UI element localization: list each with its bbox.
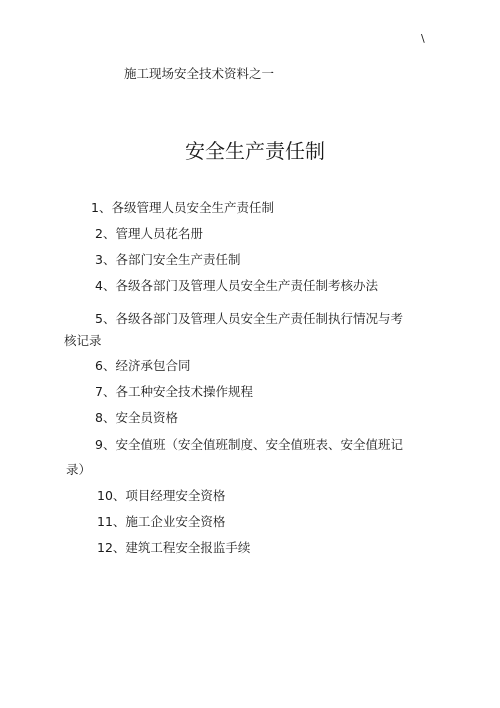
item-separator: 、 — [102, 278, 116, 293]
item-text: 安全值班（安全值班制度、安全值班表、安全值班记 — [115, 437, 403, 452]
item-separator: 、 — [102, 437, 116, 452]
item-number: 5 — [95, 311, 103, 326]
list-item-1 — [91, 200, 274, 216]
corner-mark: \ — [421, 32, 425, 45]
list-item-9 — [66, 437, 406, 478]
item-line-1 — [64, 311, 404, 327]
item-text: 各工种安全技术操作规程 — [115, 384, 253, 399]
item-line-2: 录） — [66, 462, 92, 477]
item-text: 安全员资格 — [115, 410, 178, 425]
item-number: 10 — [97, 488, 113, 503]
item-separator: 、 — [112, 514, 126, 529]
list-item-12 — [97, 540, 250, 556]
item-text: 经济承包合同 — [115, 358, 191, 373]
list-item-10 — [97, 488, 225, 504]
page-title: 安全生产责任制 — [185, 139, 325, 163]
item-line-2: 核记录 — [64, 333, 102, 348]
list-item-11 — [97, 514, 225, 530]
item-text: 各部门安全生产责任制 — [115, 252, 241, 267]
item-number: 1 — [91, 200, 99, 215]
list-item-4 — [95, 278, 378, 294]
item-separator: 、 — [112, 540, 126, 555]
item-text: 施工企业安全资格 — [125, 514, 226, 529]
item-separator: 、 — [102, 358, 116, 373]
item-text: 项目经理安全资格 — [125, 488, 226, 503]
item-separator: 、 — [102, 252, 116, 267]
item-number: 11 — [97, 514, 113, 529]
item-number: 8 — [95, 410, 103, 425]
list-item-3 — [95, 252, 240, 268]
list-item-7 — [95, 384, 253, 400]
item-number: 12 — [97, 540, 113, 555]
list-item-6 — [95, 358, 190, 374]
item-number: 4 — [95, 278, 103, 293]
item-number: 6 — [95, 358, 103, 373]
item-separator: 、 — [102, 410, 116, 425]
item-number: 3 — [95, 252, 103, 267]
item-number: 9 — [95, 437, 103, 452]
list-item-2 — [95, 226, 203, 242]
item-separator: 、 — [102, 311, 116, 326]
item-text: 建筑工程安全报监手续 — [125, 540, 251, 555]
item-separator: 、 — [112, 488, 126, 503]
item-separator: 、 — [98, 200, 112, 215]
item-separator: 、 — [102, 384, 116, 399]
item-line-1 — [66, 437, 406, 453]
document-supertitle: 施工现场安全技术资料之一 — [124, 66, 275, 81]
item-separator: 、 — [102, 226, 116, 241]
item-text: 各级各部门及管理人员安全生产责任制考核办法 — [115, 278, 378, 293]
item-text: 各级管理人员安全生产责任制 — [111, 200, 274, 215]
item-text: 各级各部门及管理人员安全生产责任制执行情况与考 — [115, 311, 403, 326]
item-number: 7 — [95, 384, 103, 399]
item-number: 2 — [95, 226, 103, 241]
list-item-8 — [95, 410, 178, 426]
item-text: 管理人员花名册 — [115, 226, 203, 241]
list-item-5 — [64, 311, 404, 349]
